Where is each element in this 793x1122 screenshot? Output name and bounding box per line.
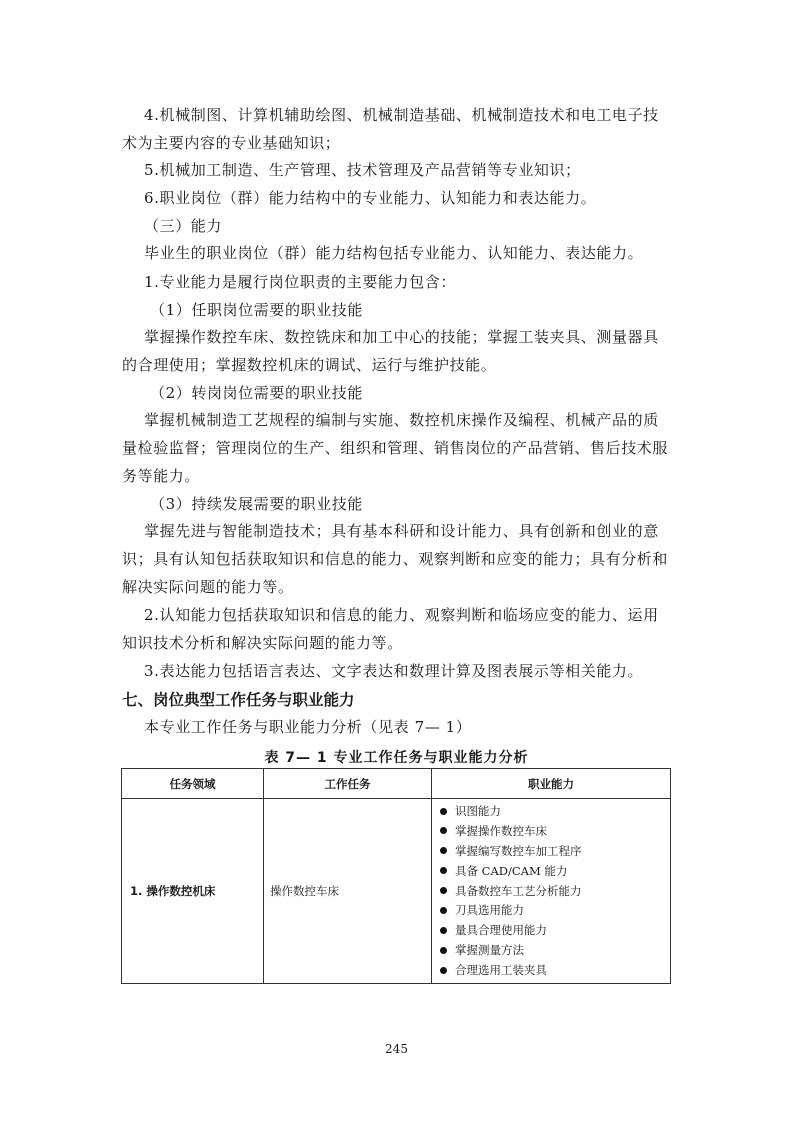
- bullet-icon: [440, 867, 447, 874]
- ability-item: [440, 862, 670, 882]
- page-number: 245: [385, 1042, 408, 1056]
- text-line: 掌握先进与智能制造技术；具有基本科研和设计能力、具有创新和创业的意: [144, 522, 659, 540]
- text-line: （3）持续发展需要的职业技能: [150, 495, 363, 513]
- text-line: 2.认知能力包括获取知识和信息的能力、观察判断和临场应变的能力、运用: [144, 606, 659, 624]
- bullet-icon: [440, 847, 447, 854]
- text-line: （2）转岗岗位需要的职业技能: [150, 384, 363, 402]
- table-header-row: [122, 769, 671, 799]
- bullet-icon: [440, 927, 447, 934]
- header-domain: 任务领域: [122, 769, 264, 799]
- ability-text: 掌握测量方法: [455, 943, 524, 958]
- cell-domain: 1. 操作数控机床: [122, 799, 264, 984]
- text-line: 术为主要内容的专业基础知识；: [122, 134, 341, 152]
- ability-item: [440, 842, 670, 862]
- ability-item: [440, 941, 670, 961]
- bullet-icon: [440, 967, 447, 974]
- ability-item: [440, 802, 670, 822]
- ability-item: [440, 921, 670, 941]
- ability-text: 具备数控车工艺分析能力: [455, 883, 582, 898]
- section-heading: 七、岗位典型工作任务与职业能力: [122, 691, 355, 709]
- text-line: 知识技术分析和解决实际问题的能力等。: [122, 634, 403, 652]
- cell-abilities: [432, 799, 671, 984]
- ability-text: 识图能力: [455, 804, 501, 818]
- intro-line: 本专业工作任务与职业能力分析（见表 7— 1）: [144, 718, 472, 736]
- text-line: 6.职业岗位（群）能力结构中的专业能力、认知能力和表达能力。: [144, 189, 597, 207]
- ability-text: 掌握操作数控车床: [455, 823, 547, 838]
- ability-text: 合理选用工装夹具: [455, 963, 547, 978]
- subsection-heading: （三）能力: [144, 217, 223, 235]
- ability-text: 刀具选用能力: [455, 903, 524, 918]
- ability-item: [440, 882, 670, 902]
- text-line: 的合理使用；掌握数控机床的调试、运行与维护技能。: [122, 356, 497, 374]
- ability-item: [440, 901, 670, 921]
- ability-text: 量具合理使用能力: [455, 923, 547, 938]
- header-task: 工作任务: [264, 769, 432, 799]
- ability-item: [440, 961, 670, 981]
- ability-text: 掌握编写数控车加工程序: [455, 843, 582, 858]
- table-row: [122, 799, 671, 984]
- text-line: 4.机械制图、计算机辅助绘图、机械制造基础、机械制造技术和电工电子技: [144, 106, 659, 124]
- table-caption: 表 7— 1 专业工作任务与职业能力分析: [264, 750, 529, 766]
- text-line: 毕业生的职业岗位（群）能力结构包括专业能力、认知能力、表达能力。: [144, 244, 644, 262]
- text-line: 解决实际问题的能力等。: [122, 578, 294, 596]
- text-line: 识；具有认知包括获取知识和信息的能力、观察判断和应变的能力；具有分析和: [122, 550, 669, 568]
- bullet-icon: [440, 907, 447, 914]
- bullet-icon: [440, 887, 447, 894]
- ability-item: [440, 822, 670, 842]
- text-line: 务等能力。: [122, 467, 201, 485]
- bullet-icon: [440, 827, 447, 834]
- text-line: 量检验监督；管理岗位的生产、组织和管理、销售岗位的产品营销、售后技术服: [122, 439, 669, 457]
- cell-task: 操作数控车床: [264, 799, 432, 984]
- text-line: 1.专业能力是履行岗位职责的主要能力包含：: [144, 273, 456, 291]
- ability-table: [121, 768, 671, 984]
- text-line: 掌握机械制造工艺规程的编制与实施、数控机床操作及编程、机械产品的质: [144, 411, 659, 429]
- ability-text: 具备 CAD/CAM 能力: [455, 863, 568, 878]
- text-line: 掌握操作数控车床、数控铣床和加工中心的技能；掌握工装夹具、测量器具: [144, 328, 659, 346]
- header-ability: 职业能力: [432, 769, 671, 799]
- bullet-icon: [440, 808, 447, 815]
- text-line: 5.机械加工制造、生产管理、技术管理及产品营销等专业知识；: [144, 161, 581, 179]
- text-line: 3.表达能力包括语言表达、文字表达和数理计算及图表展示等相关能力。: [144, 662, 644, 680]
- text-line: （1）任职岗位需要的职业技能: [150, 301, 363, 319]
- bullet-icon: [440, 947, 447, 954]
